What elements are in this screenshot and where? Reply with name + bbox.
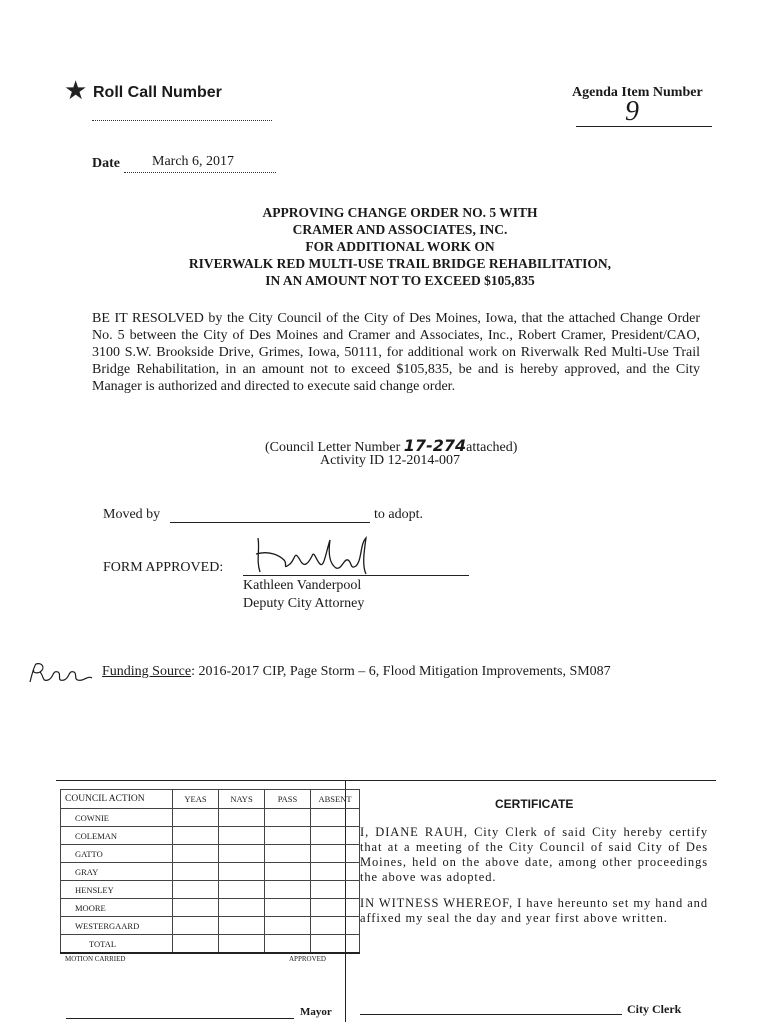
roll-call-number-field: [92, 120, 272, 121]
agenda-item-label: Agenda Item Number: [572, 85, 703, 100]
member-name: GRAY: [61, 863, 173, 881]
column-header: YEAS: [173, 790, 219, 809]
column-header: ABSENT: [311, 790, 360, 809]
heading-line: FOR ADDITIONAL WORK ON: [305, 239, 495, 254]
star-icon: ★: [64, 76, 88, 105]
mayor-label: Mayor: [300, 1006, 332, 1018]
attorney-title: Deputy City Attorney: [243, 596, 365, 611]
moved-by-suffix: to adopt.: [374, 507, 423, 522]
member-name: HENSLEY: [61, 881, 173, 899]
city-clerk-label: City Clerk: [627, 1002, 682, 1016]
member-name: COWNIE: [61, 809, 173, 827]
roll-call-label: Roll Call Number: [93, 84, 222, 101]
total-label: TOTAL: [61, 935, 173, 954]
council-action-table: [60, 789, 360, 954]
moved-by-label: Moved by: [103, 507, 161, 522]
table-row: [61, 845, 360, 863]
form-approved-label: FORM APPROVED:: [103, 560, 224, 575]
member-name: GATTO: [61, 845, 173, 863]
table-row: [61, 917, 360, 935]
funding-source-text: : 2016-2017 CIP, Page Storm – 6, Flood Mitigation Improvements, SM087: [191, 664, 611, 679]
table-row: [61, 881, 360, 899]
council-letter-suffix: attached): [466, 440, 518, 455]
column-header: COUNCIL ACTION: [61, 790, 173, 809]
date-value: March 6, 2017: [152, 154, 235, 169]
form-approved-line: [243, 575, 469, 576]
approved-label: APPROVED: [289, 955, 326, 963]
clerk-signature-line: [360, 1014, 622, 1015]
resolution-heading: [100, 204, 700, 289]
table-header-row: [61, 790, 360, 809]
agenda-item-line: [576, 126, 712, 127]
certificate-paragraph: IN WITNESS WHEREOF, I have hereunto set my hand and affixed my seal the day and year first above written.: [360, 896, 708, 925]
mayor-signature-line: [66, 1018, 294, 1019]
column-header: PASS: [265, 790, 311, 809]
council-letter-prefix: (Council Letter Number: [265, 440, 401, 455]
member-name: COLEMAN: [61, 827, 173, 845]
moved-by-line: [170, 522, 370, 523]
table-row: [61, 899, 360, 917]
heading-line: RIVERWALK RED MULTI-USE TRAIL BRIDGE REHABILITATION,: [188, 256, 612, 271]
date-line: [124, 172, 276, 173]
certificate-title: CERTIFICATE: [495, 797, 574, 811]
table-row: [61, 809, 360, 827]
heading-line: IN AN AMOUNT NOT TO EXCEED $105,835: [265, 273, 535, 288]
funding-source: [102, 664, 611, 680]
council-letter-number: 17-274: [403, 436, 467, 455]
table-row: [61, 863, 360, 881]
attorney-name: Kathleen Vanderpool: [243, 578, 362, 593]
certificate-paragraph: I, DIANE RAUH, City Clerk of said City hereby certify that at a meeting of the City Council of said City of Des Moines, held on the above date, among other proceedings the above was adopted.: [360, 825, 708, 884]
agenda-item-number: 9: [625, 96, 639, 127]
heading-line: APPROVING CHANGE ORDER NO. 5 WITH: [262, 205, 538, 220]
member-name: MOORE: [61, 899, 173, 917]
column-header: NAYS: [219, 790, 265, 809]
activity-id: Activity ID 12-2014-007: [320, 453, 460, 468]
signature-image: [250, 530, 390, 580]
heading-line: CRAMER AND ASSOCIATES, INC.: [292, 222, 508, 237]
table-row-total: [61, 935, 360, 954]
member-name: WESTERGAARD: [61, 917, 173, 935]
funding-source-label: Funding Source: [102, 664, 192, 679]
date-label: Date: [92, 156, 120, 171]
motion-carried-label: MOTION CARRIED: [65, 955, 126, 963]
handwritten-initials: [26, 660, 96, 688]
section-divider: [56, 780, 716, 781]
table-row: [61, 827, 360, 845]
resolution-text: BE IT RESOLVED by the City Council of the City of Des Moines, Iowa, that the attached Change Order No. 5 between the City of Des Moines and Cramer and Associates, Inc., Robert Cramer, President/CAO, 3100 S.W. Brookside Drive, Grimes, Iowa, 50111, for additional work on Riverwalk Red Multi-Use Trail Bridge Rehabilitation, in an amount not to exceed $105,835, be and is hereby approved, and the City Manager is authorized and directed to execute said change order.: [92, 311, 700, 394]
